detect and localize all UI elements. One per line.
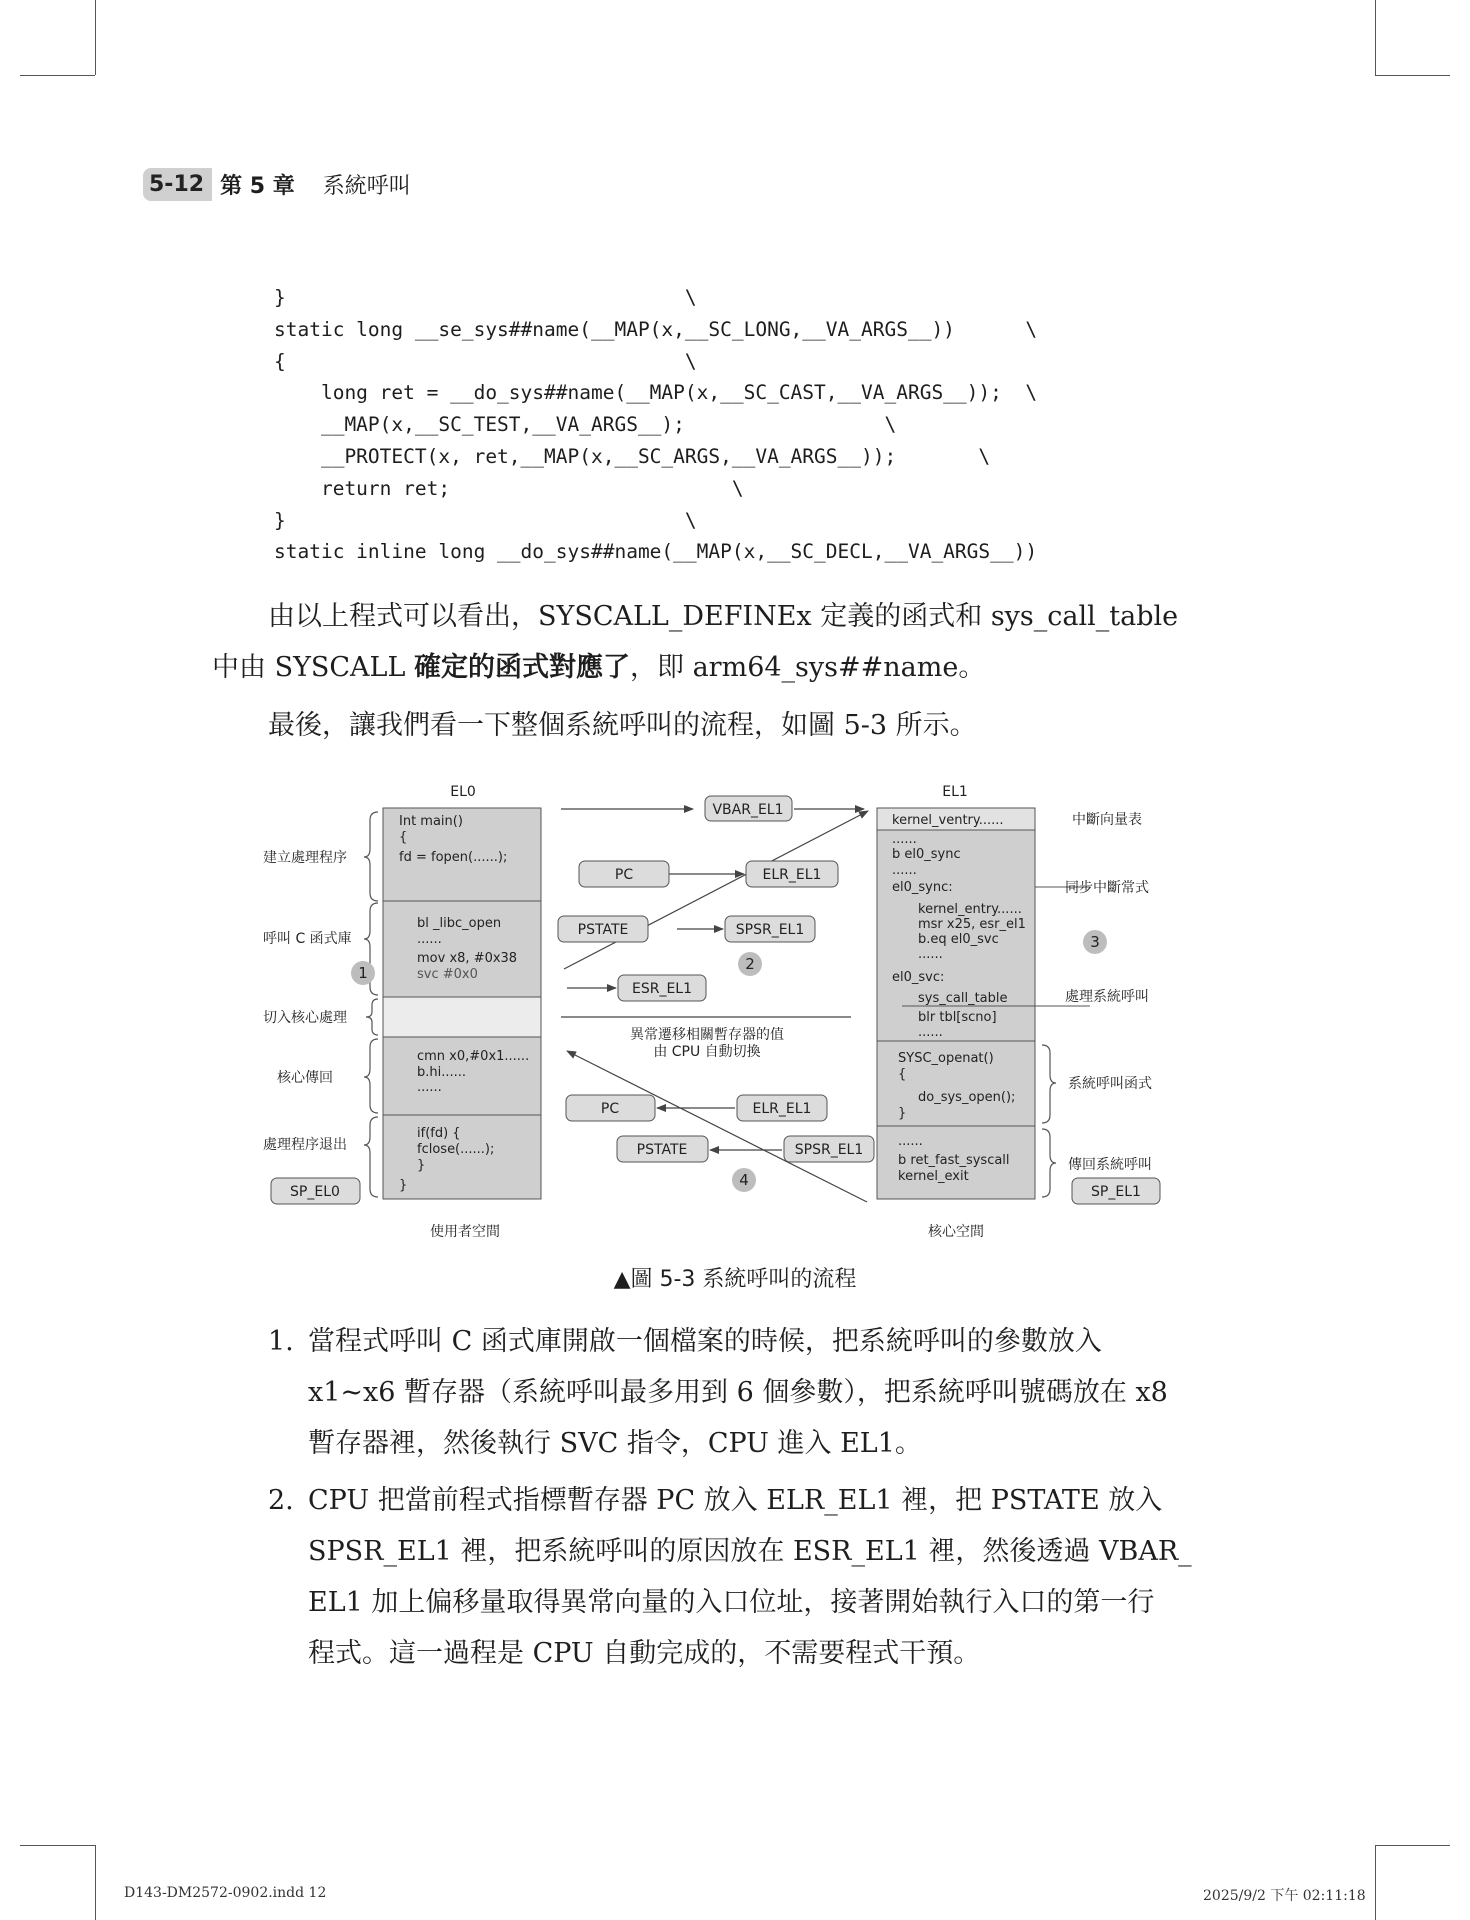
bold-text-run: 確定的函式對應了 [414, 652, 630, 683]
kernel-code-line: SYSC_openat() [898, 1051, 994, 1066]
kernel-code-line: ...... [898, 1134, 923, 1149]
list-number: 1. [268, 1326, 294, 1357]
kernel-code-line: b el0_sync [892, 847, 961, 862]
list-item [268, 1316, 1228, 1469]
register-label-esr: ESR_EL1 [631, 981, 693, 997]
user-code-line: cmn x0,#0x1...... [417, 1049, 530, 1064]
stage-label: 呼叫 C 函式庫 [263, 931, 352, 947]
step-number: 2 [745, 955, 755, 973]
list-item [268, 1475, 1228, 1679]
kernel-code-line: el0_sync: [892, 880, 953, 895]
chapter-title: 系統呼叫 [322, 173, 411, 199]
user-code-line: fclose(......); [417, 1142, 495, 1157]
user-code-line: bl _libc_open [417, 916, 502, 931]
register-label-sp-el0: SP_EL0 [290, 1184, 340, 1200]
kernel-code-line: msr x25, esr_el1 [918, 917, 1026, 932]
kernel-stage-label: 同步中斷常式 [1065, 880, 1149, 896]
crop-mark-bottom-left-h [20, 1845, 95, 1846]
kernel-code-line: b ret_fast_syscall [898, 1153, 1010, 1168]
stage-label: 處理程序退出 [263, 1137, 347, 1153]
list-line: EL1 加上偏移量取得異常向量的入口位址，接著開始執行入口的第一行 [308, 1587, 1155, 1618]
user-code-line: fd = fopen(......); [399, 850, 508, 865]
kernel-code-line: blr tbl[scno] [918, 1010, 997, 1025]
register-label-elr: ELR_EL1 [752, 1101, 812, 1117]
kernel-code-line: ...... [918, 947, 943, 962]
text-run: ，即 arm64_sys##name。 [630, 652, 986, 683]
user-code-line: b.hi...... [417, 1065, 467, 1080]
kernel-code-line: kernel_exit [898, 1169, 969, 1184]
kernel-code-line: sys_call_table [918, 991, 1008, 1006]
stage-label: 建立處理程序 [263, 850, 347, 866]
running-header [143, 162, 411, 206]
flow-diagram [250, 775, 1170, 1245]
kernel-code-line: kernel_ventry...... [892, 813, 1004, 828]
kernel-stage-label: 傳回系統呼叫 [1068, 1157, 1152, 1173]
list-line: 暫存器裡，然後執行 SVC 指令，CPU 進入 EL1。 [308, 1428, 922, 1459]
kernel-code-line: ...... [918, 1025, 943, 1040]
code-line: static long __se_sys##name(__MAP(x,__SC_LONG,__VA_ARGS__)) \ [274, 317, 1038, 341]
crop-mark-top-left-h [20, 75, 95, 76]
step-number: 4 [739, 1171, 749, 1189]
register-label-pc: PC [600, 1101, 620, 1117]
register-label-pc: PC [614, 867, 634, 883]
kernel-stage-label: 處理系統呼叫 [1065, 989, 1149, 1005]
crop-mark-bottom-left-v [95, 1845, 96, 1920]
el1-title: EL1 [942, 784, 968, 800]
text-run: 中由 SYSCALL [212, 652, 414, 683]
register-label-pstate: PSTATE [577, 922, 629, 938]
footer-timestamp: 2025/9/2 下午 02:11:18 [1203, 1888, 1366, 1904]
register-label-spsr: SPSR_EL1 [794, 1142, 864, 1158]
user-code-line: { [399, 830, 408, 845]
code-line: return ret; \ [274, 476, 744, 500]
kernel-code-line: { [898, 1067, 907, 1082]
body-paragraph-line: 由以上程式可以看出，SYSCALL_DEFINEx 定義的函式和 sys_call_table [268, 601, 1179, 632]
list-line: CPU 把當前程式指標暫存器 PC 放入 ELR_EL1 裡，把 PSTATE 放入 [308, 1485, 1163, 1516]
code-line: __PROTECT(x, ret,__MAP(x,__SC_ARGS,__VA_ARGS__)); \ [274, 444, 991, 468]
kernel-code-line: ...... [892, 863, 917, 878]
stage-label: 切入核心處理 [263, 1010, 347, 1026]
kernel-code-line: ...... [892, 832, 917, 847]
kernel-stage-label: 系統呼叫函式 [1068, 1076, 1152, 1092]
kernel-stage-label: 中斷向量表 [1072, 812, 1142, 828]
code-line: } \ [274, 286, 697, 309]
body-paragraph-line: 最後，讓我們看一下整個系統呼叫的流程，如圖 5-3 所示。 [268, 710, 977, 741]
crop-mark-top-right-h [1375, 75, 1450, 76]
auto-switch-note-line1: 異常遷移相關暫存器的值 [630, 1027, 784, 1043]
crop-mark-top-right-v [1375, 0, 1376, 75]
el0-title: EL0 [450, 784, 476, 800]
crop-mark-top-left-v [95, 0, 96, 75]
figure-caption: ▲圖 5-3 系統呼叫的流程 [613, 1267, 857, 1292]
user-code-line: ...... [417, 932, 442, 947]
crop-mark-bottom-right-v [1375, 1845, 1376, 1920]
user-space-label: 使用者空間 [430, 1224, 500, 1240]
kernel-space-label: 核心空間 [928, 1224, 984, 1240]
list-line: x1~x6 暫存器（系統呼叫最多用到 6 個參數），把系統呼叫號碼放在 x8 [308, 1377, 1168, 1408]
footer-file-slug: D143-DM2572-0902.indd 12 [124, 1885, 327, 1901]
register-label-sp-el1: SP_EL1 [1091, 1184, 1141, 1200]
step-number: 1 [358, 964, 368, 982]
user-code-line: if(fd) { [417, 1126, 461, 1141]
kernel-code-line: kernel_entry...... [918, 902, 1022, 917]
user-code-line: svc #0x0 [417, 967, 478, 982]
user-code-line: mov x8, #0x38 [417, 951, 518, 966]
register-label-spsr: SPSR_EL1 [735, 922, 805, 938]
auto-switch-note-line2: 由 CPU 自動切換 [653, 1044, 761, 1060]
code-line: __MAP(x,__SC_TEST,__VA_ARGS__); \ [274, 413, 897, 437]
code-line: static inline long __do_sys##name(__MAP(x,__SC_DECL,__VA_ARGS__)) [274, 540, 1038, 564]
numbered-list [268, 1316, 1228, 1685]
code-line: { \ [274, 349, 697, 373]
page-number: 5-12 [143, 168, 212, 201]
code-line: long ret = __do_sys##name(__MAP(x,__SC_CAST,__VA_ARGS__)); \ [274, 381, 1038, 405]
register-label-pstate: PSTATE [636, 1142, 688, 1158]
list-line: 程式。這一過程是 CPU 自動完成的，不需要程式干預。 [308, 1638, 981, 1669]
stage-label: 核心傳回 [277, 1070, 333, 1086]
figure-syscall-flow [250, 775, 1170, 1249]
kernel-switch-block [383, 997, 541, 1037]
code-line: } \ [274, 508, 697, 532]
list-number: 2. [268, 1485, 294, 1516]
body-paragraph-line [212, 643, 985, 693]
step-number: 3 [1090, 933, 1100, 951]
kernel-code-line: } [898, 1106, 907, 1121]
user-code-line: } [399, 1178, 408, 1193]
kernel-code-line: el0_svc: [892, 970, 945, 985]
user-code-line: Int main() [399, 814, 463, 829]
code-block [274, 282, 1037, 568]
crop-mark-bottom-right-h [1375, 1845, 1450, 1846]
kernel-code-line: b.eq el0_svc [918, 932, 999, 947]
user-code-line: ...... [417, 1080, 442, 1095]
user-code-line: } [417, 1158, 426, 1173]
list-line: 當程式呼叫 C 函式庫開啟一個檔案的時候，把系統呼叫的參數放入 [308, 1326, 1102, 1357]
chapter-label: 第 5 章 [220, 173, 295, 199]
register-label-vbar: VBAR_EL1 [712, 802, 784, 818]
list-line: SPSR_EL1 裡，把系統呼叫的原因放在 ESR_EL1 裡，然後透過 VBAR_ [308, 1536, 1192, 1567]
kernel-code-line: do_sys_open(); [918, 1090, 1016, 1105]
register-label-elr: ELR_EL1 [762, 867, 822, 883]
